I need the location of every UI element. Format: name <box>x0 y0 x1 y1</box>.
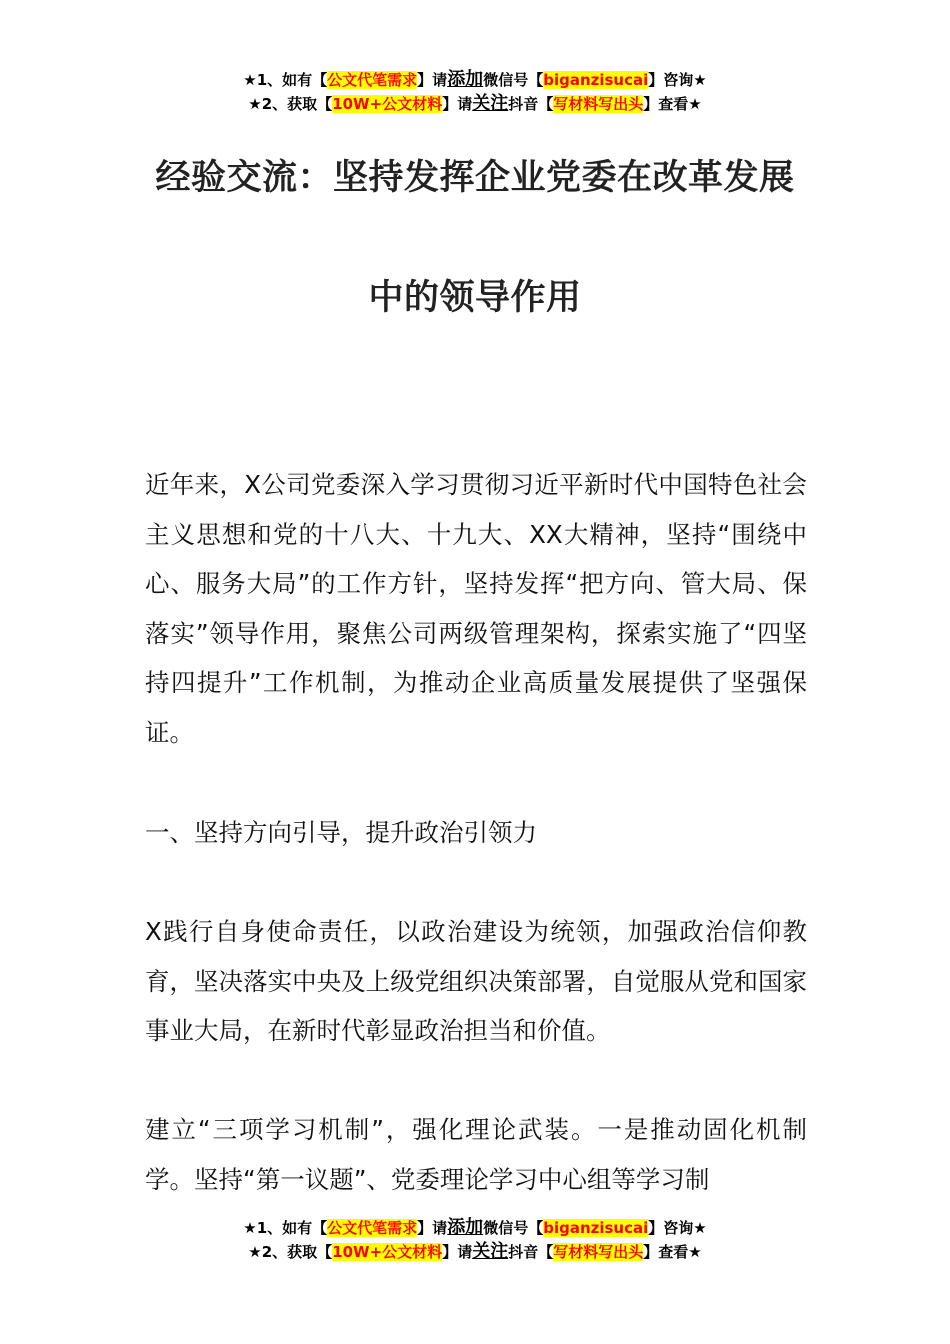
banner-text: 】咨询★ <box>648 1219 707 1237</box>
paragraph-text: X践行自身使命责任，以政治建设为统领，加强政治信仰教育，坚决落实中央及上级党组织决策部署，自觉服从党和国家事业大局，在新时代彰显政治担当和价值。 <box>145 917 807 1045</box>
paragraph-learning-mechanism <box>145 1105 807 1204</box>
banner-text: 】请 <box>442 1243 473 1261</box>
banner-text: ★2、获取【 <box>248 95 333 113</box>
banner-line-1 <box>0 1216 950 1240</box>
banner-highlight: 写材料写出头 <box>553 95 644 113</box>
banner-text: 】请 <box>442 95 473 113</box>
banner-emphasis: 添加 <box>447 1217 484 1238</box>
banner-emphasis: 关注 <box>472 1241 509 1262</box>
banner-emphasis: 关注 <box>472 93 509 114</box>
banner-text: 微信号【 <box>483 1219 544 1237</box>
footer-banner <box>0 1216 950 1264</box>
section-heading-text: 一、坚持方向引导，提升政治引领力 <box>145 818 537 847</box>
paragraph-text: 近年来，X公司党委深入学习贯彻习近平新时代中国特色社会主义思想和党的十八大、十九大、XX大精神，坚持“围绕中心、服务大局”的工作方针，坚持发挥“把方向、管大局、保落实”领导作用，聚焦公司两级管理架构，探索实施了“四坚持四提升”工作机制，为推动企业高质量发展提供了坚强保证。 <box>145 470 807 747</box>
banner-highlight: biganzisucai <box>543 71 649 89</box>
banner-text: 】请 <box>417 71 448 89</box>
banner-line-2 <box>0 1240 950 1264</box>
banner-text: 微信号【 <box>483 71 544 89</box>
paragraph-section-1 <box>145 907 807 1056</box>
banner-text: 】请 <box>417 1219 448 1237</box>
banner-line-2 <box>0 92 950 116</box>
paragraph-text: 建立“三项学习机制”，强化理论武装。一是推动固化机制学。坚持“第一议题”、党委理论学习中心组等学习制 <box>145 1115 807 1194</box>
document-title-line-1: 经验交流：坚持发挥企业党委在改革发展 <box>155 158 795 198</box>
banner-line-1 <box>0 68 950 92</box>
banner-text: 】查看★ <box>643 1243 702 1261</box>
banner-highlight: 写材料写出头 <box>553 1243 644 1261</box>
banner-emphasis: 添加 <box>447 69 484 90</box>
banner-highlight: 公文代笔需求 <box>327 71 418 89</box>
banner-highlight: biganzisucai <box>543 1219 649 1237</box>
banner-text: 】咨询★ <box>648 71 707 89</box>
banner-text: ★2、获取【 <box>248 1243 333 1261</box>
banner-text: 抖音【 <box>508 95 554 113</box>
document-title-line-2: 中的领导作用 <box>368 278 582 318</box>
header-banner <box>0 68 950 116</box>
section-heading-1 <box>145 808 807 858</box>
banner-text: ★1、如有【 <box>243 71 328 89</box>
banner-text: 】查看★ <box>643 95 702 113</box>
banner-text: 抖音【 <box>508 1243 554 1261</box>
paragraph-intro <box>145 460 807 757</box>
banner-text: ★1、如有【 <box>243 1219 328 1237</box>
banner-highlight: 10W+公文材料 <box>332 1243 443 1261</box>
banner-highlight: 10W+公文材料 <box>332 95 443 113</box>
banner-highlight: 公文代笔需求 <box>327 1219 418 1237</box>
